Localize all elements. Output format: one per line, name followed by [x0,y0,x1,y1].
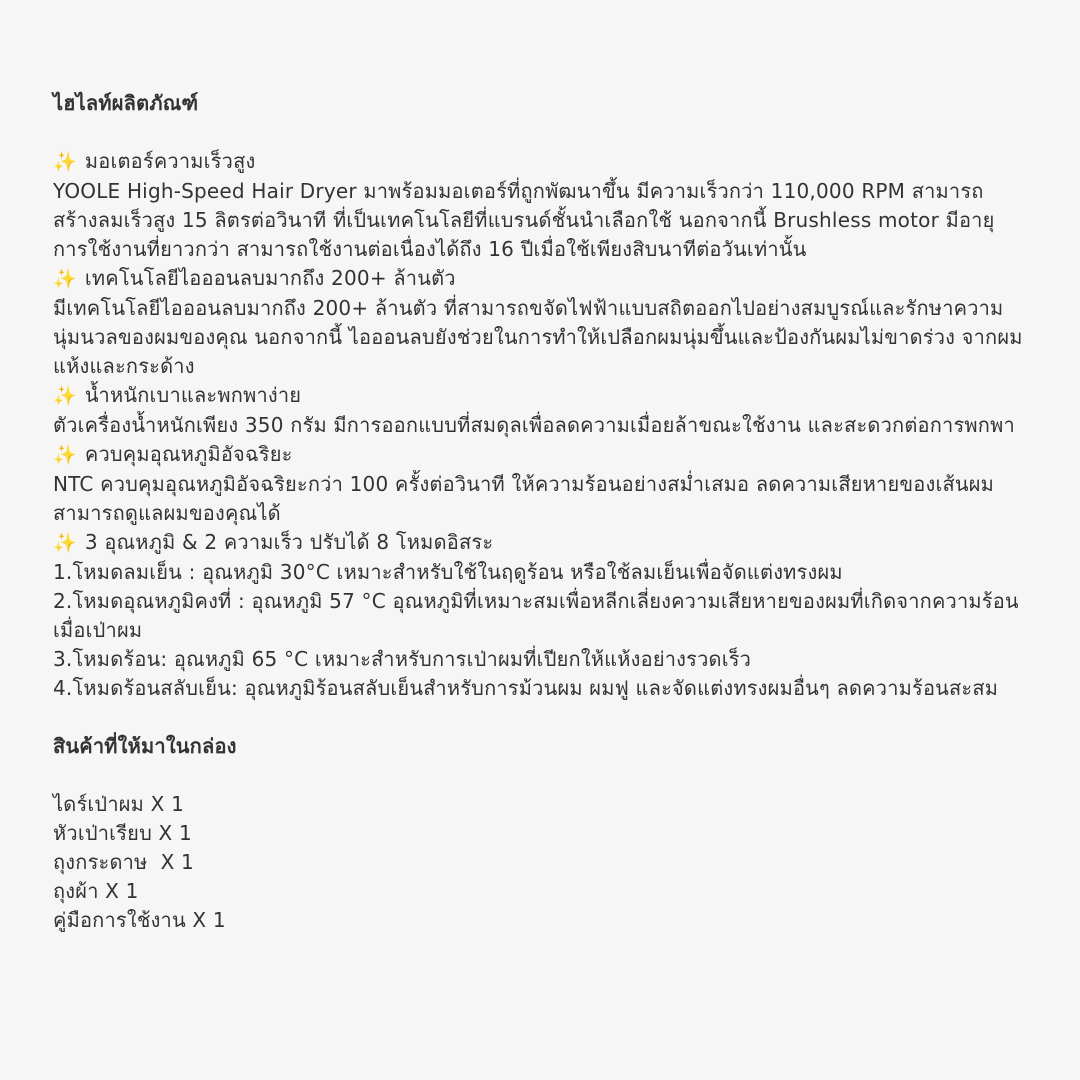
highlights-heading: ไฮไลท์ผลิตภัณฑ์ [53,91,199,115]
mode-item-hot: 3.โหมดร้อน: อุณหภูมิ 65 °C เหมาะสำหรับการเป่าผมที่เปียกให้แห้งอย่างรวดเร็ว [53,647,752,671]
spacer [53,761,1028,790]
feature-desc-ion: มีเทคโนโลยีไอออนลบมากถึง 200+ ล้านตัว ที่สามารถขจัดไฟฟ้าแบบสถิตออกไปอย่างสมบูรณ์และรักษาความนุ่มนวลของผมของคุณ นอกจากนี้ ไอออนลบยังช่วยในการทำให้เปลือกผมนุ่มขึ้นและป้องกันผมไม่ขาดร่วง จากผมแห้งและกระด้าง [53,296,1023,378]
sparkles-icon: ✨ [53,385,77,407]
spacer [53,118,1028,147]
feature-title-weight [53,381,1028,411]
feature-title-modes [53,528,1028,558]
box-item: หัวเป่าเรียบ X 1 [53,821,192,845]
feature-title-temperature-control [53,440,1028,470]
feature-title-text: เทคโนโลยีไอออนลบมากถึง 200+ ล้านตัว [84,266,456,290]
feature-desc-motor: YOOLE High-Speed Hair Dryer มาพร้อมมอเตอร์ที่ถูกพัฒนาขึ้น มีความเร็วกว่า 110,000 RPM สามารถสร้างลมเร็วสูง 15 ลิตรต่อวินาที ที่เป็นเทคโนโลยีที่แบรนด์ชั้นนำเลือกใช้ นอกจากนี้ Brushless motor มีอายุการใช้งานที่ยาวกว่า สามารถใช้งานต่อเนื่องได้ถึง 16 ปีเมื่อใช้เพียงสิบนาทีต่อวันเท่านั้น [53,179,995,261]
sparkles-icon: ✨ [53,268,77,290]
product-description [53,89,1028,935]
feature-title-ion [53,264,1028,294]
sparkles-icon: ✨ [53,151,77,173]
feature-title-motor [53,147,1028,177]
box-item: ถุงผ้า X 1 [53,879,139,903]
feature-desc-weight: ตัวเครื่องน้ำหนักเพียง 350 กรัม มีการออกแบบที่สมดุลเพื่อลดความเมื่อยล้าขณะใช้งาน และสะดวกต่อการพกพา [53,413,1015,437]
box-item: คู่มือการใช้งาน X 1 [53,908,226,932]
spacer [53,703,1028,732]
sparkles-icon: ✨ [53,532,77,554]
mode-item-alternating: 4.โหมดร้อนสลับเย็น: อุณหภูมิร้อนสลับเย็นสำหรับการม้วนผม ผมฟู และจัดแต่งทรงผมอื่นๆ ลดความร้อนสะสม [53,676,999,700]
feature-desc-temperature-control: NTC ควบคุมอุณหภูมิอัจฉริยะกว่า 100 ครั้งต่อวินาที ให้ความร้อนอย่างสม่ำเสมอ ลดความเสียหายของเส้นผม สามารถดูแลผมของคุณได้ [53,472,995,525]
box-contents-heading: สินค้าที่ให้มาในกล่อง [53,734,237,758]
sparkles-icon: ✨ [53,444,77,466]
mode-item-constant: 2.โหมดอุณหภูมิคงที่ : อุณหภูมิ 57 °C อุณหภูมิที่เหมาะสมเพื่อหลีกเลี่ยงความเสียหายของผมที่เกิดจากความร้อนเมื่อเป่าผม [53,589,1019,642]
box-item: ไดร์เป่าผม X 1 [53,792,184,816]
feature-title-text: ควบคุมอุณหภูมิอัจฉริยะ [84,442,293,466]
feature-title-text: มอเตอร์ความเร็วสูง [84,149,256,173]
feature-title-text: น้ำหนักเบาและพกพาง่าย [84,383,302,407]
box-item: ถุงกระดาษ X 1 [53,850,194,874]
mode-item-cool: 1.โหมดลมเย็น : อุณหภูมิ 30°C เหมาะสำหรับใช้ในฤดูร้อน หรือใช้ลมเย็นเพื่อจัดแต่งทรงผม [53,560,843,584]
feature-title-text: 3 อุณหภูมิ & 2 ความเร็ว ปรับได้ 8 โหมดอิสระ [84,530,494,554]
